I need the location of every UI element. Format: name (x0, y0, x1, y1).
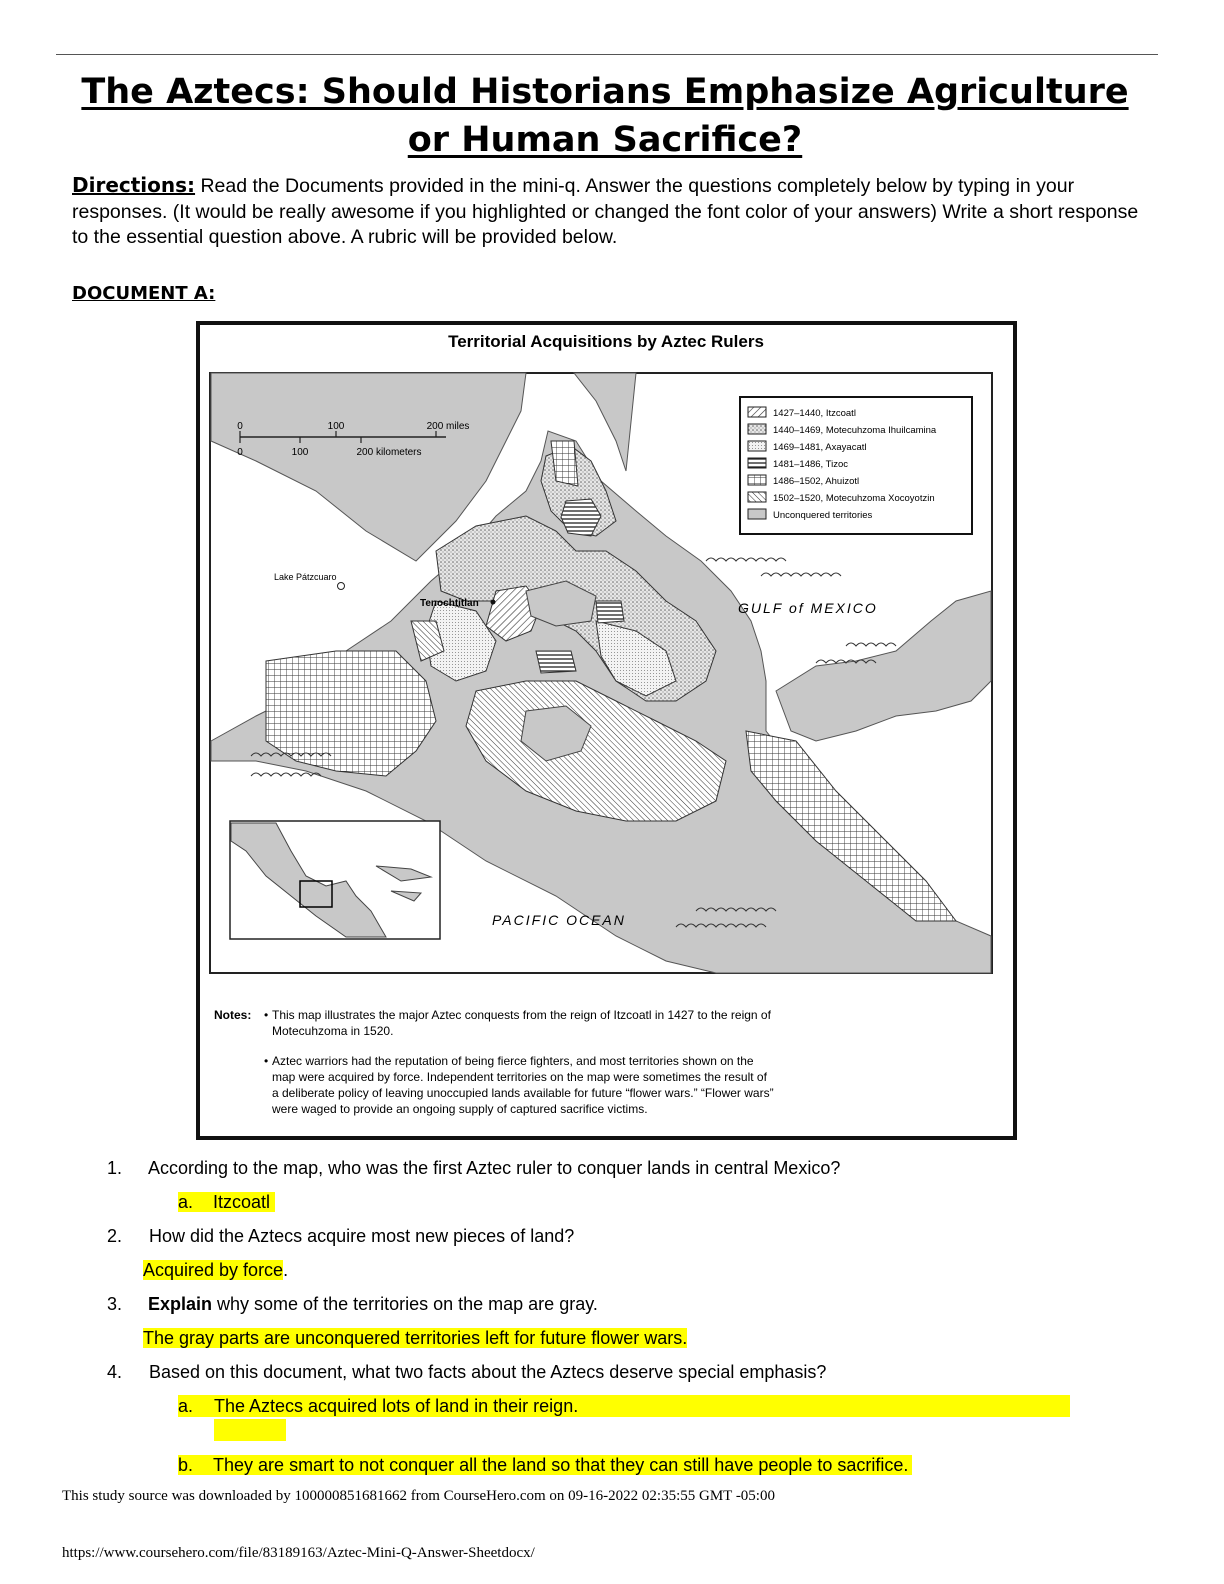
question-number: 3. (107, 1294, 123, 1314)
question-number: 2. (107, 1226, 123, 1246)
scale-miles-0: 0 (237, 421, 243, 432)
note-2-line-4: were waged to provide an ongoing supply of captured sacrifice victims. (272, 1102, 648, 1116)
question-number: 4. (107, 1362, 123, 1382)
scale-km-100: 100 (291, 447, 309, 458)
answer-1a (178, 1191, 275, 1213)
note-2-line-3: a deliberate policy of leaving unoccupied lands available for future “flower wars.” “Flower wars” (272, 1086, 774, 1100)
legend-item-5: 1486–1502, Ahuizotl (773, 476, 860, 487)
question-bold: Explain (148, 1294, 213, 1314)
document-a-heading: DOCUMENT A: (72, 283, 216, 304)
directions-label: Directions: (72, 173, 196, 197)
legend-item-4: 1481–1486, Tizoc (773, 459, 849, 470)
answer-suffix: . (283, 1260, 289, 1280)
legend-item-1: 1427–1440, Itzcoatl (773, 408, 856, 419)
top-rule (56, 54, 1158, 55)
question-text: According to the map, who was the first Aztec ruler to conquer lands in central Mexico? (148, 1158, 841, 1178)
question-number: 1. (107, 1158, 123, 1178)
lake-label: Lake Pátzcuaro (274, 572, 337, 582)
answer-4b (178, 1454, 912, 1476)
answer-text: The Aztecs acquired lots of land in their reign. (214, 1396, 579, 1416)
footer-url: https://www.coursehero.com/file/83189163/Aztec-Mini-Q-Answer-Sheetdocx/ (62, 1545, 535, 1561)
note-2-line-1: Aztec warriors had the reputation of being fierce fighters, and most territories shown on the (272, 1054, 754, 1068)
question-text: why some of the territories on the map are gray. (212, 1294, 598, 1314)
answer-letter: a. Itzcoatl (178, 1192, 275, 1212)
answer-2 (143, 1259, 288, 1281)
answer-4a (178, 1395, 1070, 1417)
note-1-line-2: Motecuhzoma in 1520. (272, 1024, 394, 1038)
answer-text: Acquired by force (143, 1260, 284, 1280)
tenochtitlan-marker (491, 600, 496, 605)
scale-km-0: 0 (237, 447, 243, 458)
legend-item-7: Unconquered territories (773, 510, 873, 521)
note-2-line-2: map were acquired by force. Independent territories on the map were sometimes the result of (272, 1070, 767, 1084)
footer-source-note: This study source was downloaded by 100000851681662 from CourseHero.com on 09-16-2022 02:35:55 GMT -05:00 (62, 1488, 775, 1504)
page-title: The Aztecs: Should Historians Emphasize Agriculture or Human Sacrifice? (81, 72, 1129, 160)
tenochtitlan-label: Tenochtitlan (420, 598, 479, 609)
inset-map (230, 821, 440, 939)
ocean-label: PACIFIC OCEAN (492, 912, 626, 928)
answer-text: They are smart to not conquer all the land so that they can still have people to sacrifice. (213, 1455, 909, 1475)
legend-item-6: 1502–1520, Motecuhzoma Xocoyotzin (773, 493, 935, 504)
question-text: Based on this document, what two facts about the Aztecs deserve special emphasis? (149, 1362, 827, 1382)
scale-miles-100: 100 (327, 421, 345, 432)
map-title: Territorial Acquisitions by Aztec Rulers (448, 332, 764, 351)
gulf-label: GULF of MEXICO (738, 600, 878, 616)
answer-4a-highlight-tail (214, 1419, 286, 1441)
map-legend (740, 397, 972, 534)
note-1-bullet: • (264, 1008, 269, 1022)
note-1-line-1: This map illustrates the major Aztec conquests from the reign of Itzcoatl in 1427 to the reign of (272, 1008, 771, 1022)
answer-letter: a. (178, 1396, 194, 1416)
question-text: How did the Aztecs acquire most new pieces of land? (149, 1226, 575, 1246)
answer-3 (143, 1327, 687, 1349)
legend-item-2: 1440–1469, Motecuhzoma Ihuilcamina (773, 425, 937, 436)
answer-text: The gray parts are unconquered territories left for future flower wars. (143, 1328, 688, 1348)
scale-km-200: 200 kilometers (356, 447, 422, 458)
note-2-bullet: • (264, 1054, 269, 1068)
answer-text: Itzcoatl (213, 1192, 271, 1212)
legend-item-3: 1469–1481, Axayacatl (773, 442, 867, 453)
territorial-map-figure (196, 321, 1017, 1140)
scale-miles-200: 200 miles (426, 421, 470, 432)
directions-text: Read the Documents provided in the mini-q. Answer the questions completely below by typing in your responses. (It would be really awesome if you highlighted or changed the font color of your answers) Write a short response to the essential question above. A rubric will be provided below. (72, 175, 1139, 248)
answer-letter: b. (178, 1455, 194, 1475)
directions-paragraph (72, 173, 1152, 251)
notes-label: Notes: (214, 1008, 252, 1022)
